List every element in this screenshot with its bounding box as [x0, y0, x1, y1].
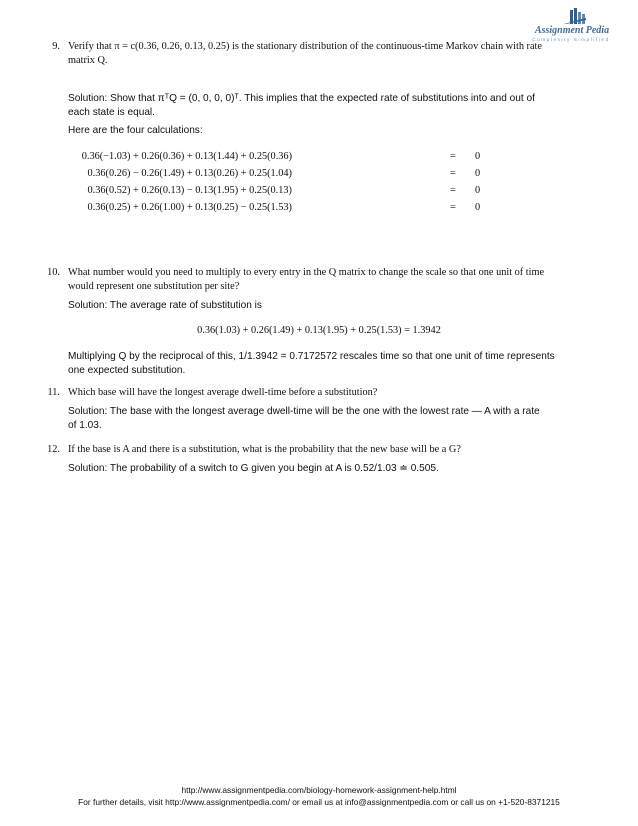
question-10	[30, 266, 604, 313]
question-text-line: would represent one substitution per site?	[68, 281, 240, 292]
average-rate-equation: 0.36(1.03) + 0.26(1.49) + 0.13(1.95) + 0.25(1.53) = 1.3942	[197, 325, 441, 336]
equation-lhs: 0.36(0.26) − 0.26(1.49) + 0.13(0.26) + 0.25(1.04)	[87, 168, 292, 179]
logo-tagline: Complexity Simplified	[532, 37, 610, 42]
building-logo-icon	[530, 8, 604, 26]
question-9	[30, 40, 604, 68]
equation-relation: =	[450, 202, 456, 213]
question-text-line: What number would you need to multiply to every entry in the Q matrix to change the scale so that one unit of time	[68, 267, 545, 278]
solution-text-line: of 1.03.	[68, 420, 102, 431]
equation-relation: =	[450, 151, 456, 162]
equation-relation: =	[450, 168, 456, 179]
solution-text-line: each state is equal.	[68, 107, 155, 118]
question-number: 9.	[52, 41, 60, 52]
question-12	[30, 443, 604, 476]
question-text-line: matrix Q.	[68, 55, 108, 66]
solution-text-line: Solution: Show that πᵀQ = (0, 0, 0, 0)ᵀ. This implies that the expected rate of substitutions into and out of	[68, 93, 535, 104]
calculations-intro: Here are the four calculations:	[68, 125, 203, 136]
equation-array	[81, 148, 492, 216]
footer-url: http://www.assignmentpedia.com/biology-homework-assignment-help.html	[181, 785, 457, 795]
question-9-solution	[30, 92, 604, 138]
equation-rhs: 0	[475, 185, 481, 196]
solution-text-line: Solution: The average rate of substitution is	[68, 300, 262, 311]
equation-relation: =	[450, 185, 456, 196]
equation-rhs: 0	[475, 202, 481, 213]
equation-lhs: 0.36(0.52) + 0.26(0.13) − 0.13(1.95) + 0.25(0.13)	[87, 185, 292, 196]
question-number: 10.	[47, 267, 60, 278]
question-number: 11.	[47, 387, 60, 398]
question-10-conclusion	[30, 350, 604, 378]
equation-lhs: 0.36(−1.03) + 0.26(0.36) + 0.13(1.44) + 0.25(0.36)	[81, 151, 292, 162]
logo-brand-text: Assignment Pedia	[534, 25, 610, 36]
equation-row	[87, 199, 492, 216]
solution-text-line: Multiplying Q by the reciprocal of this, 1/1.3942 = 0.7172572 rescales time so that one unit of time represents	[68, 351, 555, 362]
equation-rhs: 0	[475, 168, 481, 179]
question-11	[30, 386, 604, 433]
solution-text-line: Solution: The base with the longest average dwell-time will be the one with the lowest rate — A with a rate	[68, 406, 540, 417]
solution-text-line: one expected substitution.	[68, 365, 186, 376]
solution-text-line: Solution: The probability of a switch to G given you begin at A is 0.52/1.03 ≐ 0.505.	[68, 463, 439, 474]
question-number: 12.	[47, 444, 60, 455]
equation-lhs: 0.36(0.25) + 0.26(1.00) + 0.13(0.25) − 0.25(1.53)	[87, 202, 292, 213]
equation-row	[81, 148, 492, 165]
question-text-line: Verify that π = c(0.36, 0.26, 0.13, 0.25) is the stationary distribution of the continuous-time Markov chain with rate	[68, 41, 542, 52]
question-text-line: If the base is A and there is a substitution, what is the probability that the new base will be a G?	[68, 444, 461, 455]
footer-contact: For further details, visit http://www.assignmentpedia.com/ or email us at info@assignmentpedia.com or call us on +1-520-8371215	[78, 797, 560, 807]
equation-rhs: 0	[475, 151, 481, 162]
question-text-line: Which base will have the longest average dwell-time before a substitution?	[68, 387, 378, 398]
equation-row	[87, 165, 492, 182]
equation-row	[87, 182, 492, 199]
